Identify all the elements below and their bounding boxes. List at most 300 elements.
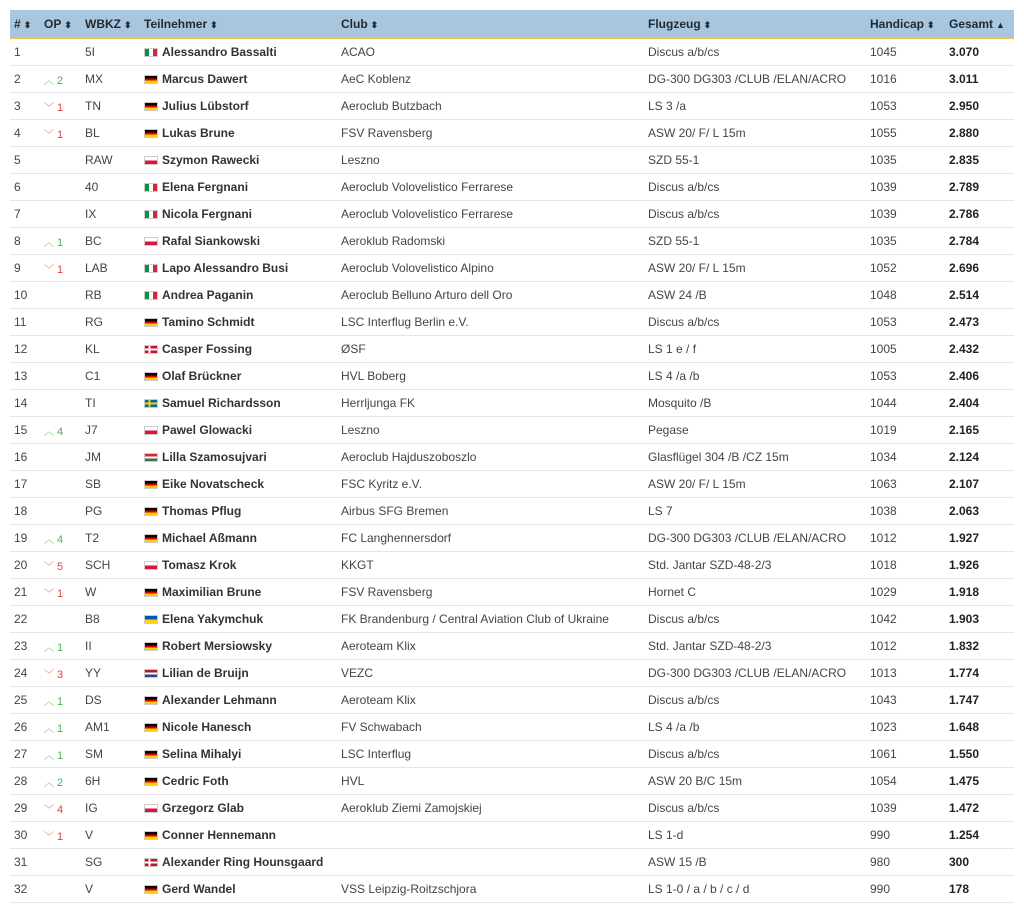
flag-it-icon	[144, 291, 158, 300]
flag-de-icon	[144, 480, 158, 489]
rank-cell: 26	[10, 714, 40, 741]
total-cell: 2.404	[945, 390, 1014, 417]
flag-de-icon	[144, 507, 158, 516]
position-change-cell	[40, 876, 81, 903]
sort-icon: ⬍	[210, 19, 217, 30]
wbkz-cell: SB	[81, 471, 140, 498]
table-row[interactable]	[10, 876, 1014, 903]
table-row[interactable]	[10, 38, 1014, 66]
club-cell: Leszno	[337, 147, 644, 174]
rank-cell: 5	[10, 147, 40, 174]
total-cell: 2.165	[945, 417, 1014, 444]
pilot-cell	[140, 417, 337, 444]
flag-se-icon	[144, 399, 158, 408]
aircraft-cell: Std. Jantar SZD-48-2/3	[644, 633, 866, 660]
handicap-cell: 1048	[866, 282, 945, 309]
total-cell: 2.406	[945, 363, 1014, 390]
wbkz-cell: IX	[81, 201, 140, 228]
position-change: ﹀ 1	[44, 587, 64, 600]
position-change-cell	[40, 768, 81, 795]
aircraft-cell: Glasflügel 304 /B /CZ 15m	[644, 444, 866, 471]
table-row[interactable]	[10, 525, 1014, 552]
wbkz-cell: V	[81, 822, 140, 849]
total-cell: 1.927	[945, 525, 1014, 552]
chevron-up-icon: ︿	[44, 426, 54, 438]
table-row[interactable]	[10, 795, 1014, 822]
club-cell: Airbus SFG Bremen	[337, 498, 644, 525]
total-cell: 1.254	[945, 822, 1014, 849]
aircraft-cell: LS 1-0 / a / b / c / d	[644, 876, 866, 903]
rank-cell: 8	[10, 228, 40, 255]
flag-pl-icon	[144, 804, 158, 813]
flag-pl-icon	[144, 561, 158, 570]
aircraft-cell: ASW 20/ F/ L 15m	[644, 120, 866, 147]
club-cell: FV Schwabach	[337, 714, 644, 741]
wbkz-cell: TN	[81, 93, 140, 120]
table-row[interactable]	[10, 579, 1014, 606]
chevron-down-icon: ﹀	[44, 561, 54, 573]
position-change: ︿ 2	[44, 74, 64, 87]
club-cell: LSC Interflug Berlin e.V.	[337, 309, 644, 336]
club-cell: ØSF	[337, 336, 644, 363]
pilot-cell	[140, 309, 337, 336]
rank-cell: 22	[10, 606, 40, 633]
wbkz-cell: V	[81, 876, 140, 903]
position-change-cell	[40, 66, 81, 93]
club-cell: LSC Interflug	[337, 741, 644, 768]
position-change-cell	[40, 741, 81, 768]
club-cell: AeC Koblenz	[337, 66, 644, 93]
club-cell: Herrljunga FK	[337, 390, 644, 417]
flag-de-icon	[144, 534, 158, 543]
position-change: ﹀ 5	[44, 560, 64, 573]
flag-dk-icon	[144, 858, 158, 867]
wbkz-cell: LAB	[81, 255, 140, 282]
pilot-cell	[140, 687, 337, 714]
aircraft-cell: Mosquito /B	[644, 390, 866, 417]
table-row[interactable]	[10, 282, 1014, 309]
pilot-cell	[140, 552, 337, 579]
club-cell	[337, 849, 644, 876]
wbkz-cell: YY	[81, 660, 140, 687]
position-change-cell	[40, 255, 81, 282]
club-cell: Aeroclub Volovelistico Ferrarese	[337, 174, 644, 201]
table-row[interactable]	[10, 93, 1014, 120]
total-cell: 2.514	[945, 282, 1014, 309]
position-change: ︿ 1	[44, 641, 64, 654]
rank-cell: 18	[10, 498, 40, 525]
position-change: ︿ 1	[44, 695, 64, 708]
position-change: ﹀ 4	[44, 803, 64, 816]
aircraft-cell: LS 1-d	[644, 822, 866, 849]
position-change-cell	[40, 633, 81, 660]
flag-de-icon	[144, 696, 158, 705]
position-change-cell	[40, 417, 81, 444]
table-row[interactable]	[10, 201, 1014, 228]
club-cell	[337, 822, 644, 849]
handicap-cell: 1023	[866, 714, 945, 741]
wbkz-cell: RB	[81, 282, 140, 309]
sort-icon: ⬍	[23, 19, 31, 30]
handicap-cell: 1053	[866, 93, 945, 120]
position-change-cell	[40, 363, 81, 390]
flag-nl-icon	[144, 669, 158, 678]
handicap-cell: 980	[866, 849, 945, 876]
position-change-cell	[40, 552, 81, 579]
total-cell: 1.747	[945, 687, 1014, 714]
pilot-cell	[140, 336, 337, 363]
aircraft-cell: LS 1 e / f	[644, 336, 866, 363]
flag-it-icon	[144, 210, 158, 219]
club-cell: FSV Ravensberg	[337, 120, 644, 147]
position-change-cell	[40, 525, 81, 552]
rank-cell: 13	[10, 363, 40, 390]
handicap-cell: 1054	[866, 768, 945, 795]
total-cell: 1.475	[945, 768, 1014, 795]
flag-de-icon	[144, 129, 158, 138]
position-change-cell	[40, 201, 81, 228]
position-change-cell	[40, 579, 81, 606]
col-header-wbkz[interactable]: WBKZ ⬍	[81, 10, 140, 38]
pilot-name: Thomas Pflug	[162, 504, 242, 518]
wbkz-cell: BC	[81, 228, 140, 255]
total-cell: 2.784	[945, 228, 1014, 255]
flag-it-icon	[144, 183, 158, 192]
club-cell: Aeroklub Radomski	[337, 228, 644, 255]
position-change: ︿ 4	[44, 425, 64, 438]
position-change-cell	[40, 309, 81, 336]
club-cell: Aeroklub Ziemi Zamojskiej	[337, 795, 644, 822]
table-row[interactable]	[10, 390, 1014, 417]
pilot-cell	[140, 579, 337, 606]
club-cell: VSS Leipzig-Roitzschjora	[337, 876, 644, 903]
pilot-cell	[140, 66, 337, 93]
position-change: ﹀ 3	[44, 668, 64, 681]
table-row[interactable]	[10, 147, 1014, 174]
table-row[interactable]	[10, 66, 1014, 93]
flag-de-icon	[144, 750, 158, 759]
position-change: ︿ 2	[44, 776, 64, 789]
aircraft-cell: Discus a/b/cs	[644, 795, 866, 822]
pilot-cell	[140, 363, 337, 390]
flag-de-icon	[144, 642, 158, 651]
pilot-name: Michael Aßmann	[162, 531, 257, 545]
wbkz-cell: J7	[81, 417, 140, 444]
handicap-cell: 1005	[866, 336, 945, 363]
wbkz-cell: PG	[81, 498, 140, 525]
position-change-cell	[40, 282, 81, 309]
pilot-name: Szymon Rawecki	[162, 153, 260, 167]
pilot-cell	[140, 525, 337, 552]
chevron-down-icon: ﹀	[44, 264, 54, 276]
pilot-name: Gerd Wandel	[162, 882, 236, 896]
position-change-cell	[40, 471, 81, 498]
handicap-cell: 1034	[866, 444, 945, 471]
pilot-cell	[140, 876, 337, 903]
aircraft-cell: ASW 24 /B	[644, 282, 866, 309]
pilot-cell	[140, 741, 337, 768]
club-cell: VEZC	[337, 660, 644, 687]
pilot-cell	[140, 660, 337, 687]
table-row[interactable]	[10, 471, 1014, 498]
club-cell: Aeroteam Klix	[337, 687, 644, 714]
rank-cell: 9	[10, 255, 40, 282]
sort-icon: ⬍	[124, 19, 131, 30]
position-change-cell	[40, 228, 81, 255]
table-header-row	[10, 10, 1014, 38]
rank-cell: 21	[10, 579, 40, 606]
col-header-handicap[interactable]: Handicap ⬍	[866, 10, 945, 38]
col-header-rank[interactable]: # ⬍	[10, 10, 40, 38]
flag-de-icon	[144, 831, 158, 840]
total-cell: 2.107	[945, 471, 1014, 498]
rank-cell: 19	[10, 525, 40, 552]
table-row[interactable]	[10, 336, 1014, 363]
col-header-flugzeug[interactable]: Flugzeug ⬍	[644, 10, 866, 38]
rank-cell: 20	[10, 552, 40, 579]
table-row[interactable]	[10, 444, 1014, 471]
aircraft-cell: LS 4 /a /b	[644, 714, 866, 741]
club-cell: FK Brandenburg / Central Aviation Club of Ukraine	[337, 606, 644, 633]
position-change: ﹀ 1	[44, 263, 64, 276]
pilot-cell	[140, 606, 337, 633]
wbkz-cell: DS	[81, 687, 140, 714]
rank-cell: 17	[10, 471, 40, 498]
handicap-cell: 1042	[866, 606, 945, 633]
aircraft-cell: ASW 20 B/C 15m	[644, 768, 866, 795]
results-table	[10, 10, 1014, 903]
position-change-cell	[40, 606, 81, 633]
total-cell: 2.786	[945, 201, 1014, 228]
col-header-teilnehmer[interactable]: Teilnehmer ⬍	[140, 10, 337, 38]
rank-cell: 31	[10, 849, 40, 876]
position-change-cell	[40, 822, 81, 849]
position-change: ︿ 1	[44, 749, 64, 762]
pilot-cell	[140, 255, 337, 282]
pilot-cell	[140, 174, 337, 201]
wbkz-cell: W	[81, 579, 140, 606]
aircraft-cell: ASW 15 /B	[644, 849, 866, 876]
total-cell: 2.063	[945, 498, 1014, 525]
pilot-name: Lapo Alessandro Busi	[162, 261, 289, 275]
chevron-up-icon: ︿	[44, 75, 54, 87]
sort-icon: ⬍	[64, 19, 71, 30]
total-cell: 1.903	[945, 606, 1014, 633]
club-cell: Aeroclub Volovelistico Ferrarese	[337, 201, 644, 228]
pilot-name: Casper Fossing	[162, 342, 253, 356]
pilot-name: Samuel Richardsson	[162, 396, 281, 410]
pilot-cell	[140, 38, 337, 66]
club-cell: FC Langhennersdorf	[337, 525, 644, 552]
flag-de-icon	[144, 777, 158, 786]
total-cell: 1.550	[945, 741, 1014, 768]
table-row[interactable]	[10, 228, 1014, 255]
pilot-cell	[140, 444, 337, 471]
handicap-cell: 1044	[866, 390, 945, 417]
handicap-cell: 990	[866, 876, 945, 903]
flag-hu-icon	[144, 453, 158, 462]
table-row[interactable]	[10, 309, 1014, 336]
club-cell: FSC Kyritz e.V.	[337, 471, 644, 498]
position-change-cell	[40, 147, 81, 174]
handicap-cell: 1039	[866, 174, 945, 201]
pilot-name: Olaf Brückner	[162, 369, 242, 383]
handicap-cell: 1013	[866, 660, 945, 687]
handicap-cell: 1045	[866, 38, 945, 66]
col-header-club[interactable]: Club ⬍	[337, 10, 644, 38]
sort-icon: ⬍	[370, 19, 378, 30]
handicap-cell: 1052	[866, 255, 945, 282]
total-cell: 1.832	[945, 633, 1014, 660]
position-change-cell	[40, 714, 81, 741]
club-cell: Aeroclub Belluno Arturo dell Oro	[337, 282, 644, 309]
wbkz-cell: IG	[81, 795, 140, 822]
wbkz-cell: SG	[81, 849, 140, 876]
pilot-name: Rafal Siankowski	[162, 234, 261, 248]
rank-cell: 23	[10, 633, 40, 660]
flag-de-icon	[144, 318, 158, 327]
position-change-cell	[40, 687, 81, 714]
aircraft-cell: Discus a/b/cs	[644, 38, 866, 66]
pilot-name: Grzegorz Glab	[162, 801, 245, 815]
handicap-cell: 1012	[866, 525, 945, 552]
rank-cell: 11	[10, 309, 40, 336]
position-change: ︿ 1	[44, 722, 64, 735]
aircraft-cell: Discus a/b/cs	[644, 174, 866, 201]
chevron-up-icon: ︿	[44, 237, 54, 249]
total-cell: 3.070	[945, 38, 1014, 66]
flag-it-icon	[144, 48, 158, 57]
table-row[interactable]	[10, 687, 1014, 714]
table-row[interactable]	[10, 120, 1014, 147]
club-cell: Aeroteam Klix	[337, 633, 644, 660]
handicap-cell: 1063	[866, 471, 945, 498]
wbkz-cell: BL	[81, 120, 140, 147]
flag-de-icon	[144, 102, 158, 111]
pilot-cell	[140, 822, 337, 849]
position-change: ︿ 1	[44, 236, 64, 249]
table-row[interactable]	[10, 606, 1014, 633]
handicap-cell: 1038	[866, 498, 945, 525]
rank-cell: 7	[10, 201, 40, 228]
handicap-cell: 1043	[866, 687, 945, 714]
pilot-name: Marcus Dawert	[162, 72, 248, 86]
pilot-name: Tomasz Krok	[162, 558, 237, 572]
table-row[interactable]	[10, 741, 1014, 768]
pilot-cell	[140, 120, 337, 147]
chevron-down-icon: ﹀	[44, 831, 54, 843]
table-row[interactable]	[10, 552, 1014, 579]
handicap-cell: 1019	[866, 417, 945, 444]
table-row[interactable]	[10, 768, 1014, 795]
position-change: ﹀ 1	[44, 128, 64, 141]
table-row[interactable]	[10, 498, 1014, 525]
table-row[interactable]	[10, 849, 1014, 876]
handicap-cell: 1012	[866, 633, 945, 660]
position-change: ﹀ 1	[44, 830, 64, 843]
rank-cell: 3	[10, 93, 40, 120]
wbkz-cell: 6H	[81, 768, 140, 795]
pilot-cell	[140, 228, 337, 255]
table-row[interactable]	[10, 660, 1014, 687]
position-change: ﹀ 1	[44, 101, 64, 114]
chevron-down-icon: ﹀	[44, 669, 54, 681]
wbkz-cell: RAW	[81, 147, 140, 174]
club-cell: Leszno	[337, 417, 644, 444]
flag-pl-icon	[144, 237, 158, 246]
aircraft-cell: SZD 55-1	[644, 228, 866, 255]
chevron-down-icon: ﹀	[44, 102, 54, 114]
sort-asc-icon: ▲	[996, 19, 1004, 30]
table-row[interactable]	[10, 714, 1014, 741]
total-cell: 2.950	[945, 93, 1014, 120]
club-cell: KKGT	[337, 552, 644, 579]
position-change-cell	[40, 120, 81, 147]
pilot-name: Lilla Szamosujvari	[162, 450, 267, 464]
table-row[interactable]	[10, 822, 1014, 849]
table-row[interactable]	[10, 633, 1014, 660]
chevron-up-icon: ︿	[44, 777, 54, 789]
col-header-op[interactable]: OP ⬍	[40, 10, 81, 38]
pilot-name: Tamino Schmidt	[162, 315, 255, 329]
chevron-down-icon: ﹀	[44, 588, 54, 600]
table-row[interactable]	[10, 255, 1014, 282]
club-cell: HVL Boberg	[337, 363, 644, 390]
col-header-gesamt[interactable]: Gesamt ▲	[945, 10, 1014, 38]
total-cell: 1.774	[945, 660, 1014, 687]
position-change-cell	[40, 390, 81, 417]
handicap-cell: 1039	[866, 795, 945, 822]
aircraft-cell: Discus a/b/cs	[644, 606, 866, 633]
handicap-cell: 1053	[866, 309, 945, 336]
position-change-cell	[40, 444, 81, 471]
aircraft-cell: Discus a/b/cs	[644, 201, 866, 228]
flag-de-icon	[144, 75, 158, 84]
pilot-name: Pawel Glowacki	[162, 423, 253, 437]
chevron-up-icon: ︿	[44, 534, 54, 546]
aircraft-cell: Discus a/b/cs	[644, 309, 866, 336]
table-row[interactable]	[10, 417, 1014, 444]
position-change-cell	[40, 93, 81, 120]
sort-icon: ⬍	[927, 19, 934, 30]
club-cell: Aeroclub Volovelistico Alpino	[337, 255, 644, 282]
position-change-cell	[40, 498, 81, 525]
aircraft-cell: ASW 20/ F/ L 15m	[644, 471, 866, 498]
pilot-name: Conner Hennemann	[162, 828, 277, 842]
club-cell: Aeroclub Butzbach	[337, 93, 644, 120]
handicap-cell: 1055	[866, 120, 945, 147]
chevron-down-icon: ﹀	[44, 129, 54, 141]
wbkz-cell: T2	[81, 525, 140, 552]
rank-cell: 14	[10, 390, 40, 417]
pilot-name: Eike Novatscheck	[162, 477, 265, 491]
wbkz-cell: B8	[81, 606, 140, 633]
table-row[interactable]	[10, 363, 1014, 390]
results-table-container	[10, 10, 1014, 903]
pilot-cell	[140, 471, 337, 498]
pilot-name: Nicole Hanesch	[162, 720, 252, 734]
flag-pl-icon	[144, 426, 158, 435]
table-row[interactable]	[10, 174, 1014, 201]
handicap-cell: 990	[866, 822, 945, 849]
rank-cell: 15	[10, 417, 40, 444]
wbkz-cell: JM	[81, 444, 140, 471]
position-change: ︿ 4	[44, 533, 64, 546]
club-cell: FSV Ravensberg	[337, 579, 644, 606]
pilot-name: Alexander Ring Hounsgaard	[162, 855, 324, 869]
pilot-name: Alessandro Bassalti	[162, 45, 277, 59]
aircraft-cell: LS 3 /a	[644, 93, 866, 120]
